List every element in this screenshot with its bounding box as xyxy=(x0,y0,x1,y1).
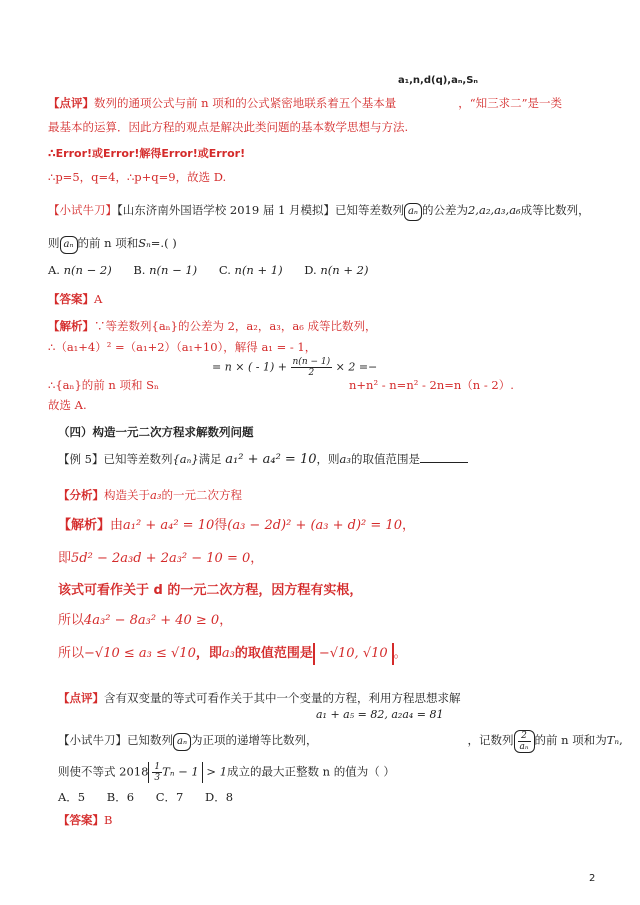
solution5-s5-d: a₃ xyxy=(221,646,235,661)
solution5-s4-b: 4a₃² − 8a₃² + 40 ≥ 0 xyxy=(84,613,220,628)
analysis1-line2: ∴（a₁+4）² =（a₁+2）（a₁+10），解得 a₁ = - 1， xyxy=(48,340,317,354)
answer2-value: B xyxy=(104,813,113,827)
p2-option-d: D．8 xyxy=(205,790,234,804)
practice1-q2-b: 的前 n 项和 xyxy=(77,236,139,250)
review2-line xyxy=(58,690,461,706)
sum-formula-fraction xyxy=(291,357,333,378)
analysis1-tag: 【解析】 xyxy=(48,319,94,333)
solution5-s1-e: ， xyxy=(401,518,415,533)
analysis1-text3a: ∴{aₙ}的前 n 项和 Sₙ xyxy=(48,378,160,392)
p2-option-c: C．7 xyxy=(155,790,184,804)
practice1-source: 【山东济南外国语学校 2019 届 1 月模拟】 xyxy=(117,203,335,217)
practice2-ineq-c: > 1 xyxy=(206,764,228,779)
solution5-line5 xyxy=(58,643,407,665)
solution5-s4-c: ， xyxy=(219,613,233,628)
five-quantities-math: a₁,n,d(q),aₙ,Sₙ xyxy=(398,75,478,86)
solution5-line3: 该式可看作关于 d 的一元二次方程，因方程有实根， xyxy=(58,583,363,598)
practice2-recip-den: aₙ xyxy=(519,742,529,752)
solution5-s2-b: 5d² − 2a₃d + 2a₃² − 10 = 0 xyxy=(71,551,251,566)
option-d-label: D. xyxy=(304,263,317,277)
solution5-s5-c: ，即 xyxy=(195,646,222,661)
example5-text-d: 的取值范围是 xyxy=(350,452,420,466)
answer-blank xyxy=(420,451,468,463)
solution5-s2-c: ， xyxy=(250,551,264,566)
option-b-label: B. xyxy=(133,263,146,277)
practice2-tn: Tₙ xyxy=(606,733,620,747)
practice1-line2 xyxy=(48,235,177,254)
p2-option-b: B．6 xyxy=(106,790,135,804)
example5-var: a₃ xyxy=(339,452,351,466)
practice1-sn: Sₙ xyxy=(138,236,151,250)
option-c-value: n(n + 1) xyxy=(234,263,283,277)
practice2-line2 xyxy=(58,762,395,783)
practice2-text-d: 的前 n 项和为 xyxy=(534,733,607,747)
practice1-text-a: 已知等差数列 xyxy=(334,203,404,217)
answer2-tag: 【答案】 xyxy=(58,813,104,827)
review1-line2: 最基本的运算．因此方程的观点是解决此类问题的基本数学思想与方法. xyxy=(48,120,409,134)
option-d-value: n(n + 2) xyxy=(320,263,369,277)
example5-text-a: 已知等差数列 xyxy=(103,452,173,466)
sum-formula-b: × 2 =− xyxy=(335,360,378,374)
practice2-seq: aₙ xyxy=(173,733,191,751)
answer1 xyxy=(48,291,102,307)
practice2-line2-b: 成立的最大正整数 n 的值为（ ） xyxy=(227,764,395,779)
analysis1-line1 xyxy=(48,318,377,334)
solution5-s1-d: (a₃ − 2d)² + (a₃ + d)² = 10 xyxy=(227,518,402,533)
practice2-line1 xyxy=(58,730,623,753)
practice2-text-c: ，记数列 xyxy=(467,733,514,747)
practice2-condition: a₁ + a₅ = 82, a₂a₄ = 81 xyxy=(316,708,444,721)
solution5-s1-b: a₁² + a₄² = 10 xyxy=(123,518,215,533)
practice2-tag: 【小试牛刀】 xyxy=(58,733,127,747)
option-b-value: n(n − 1) xyxy=(149,263,198,277)
practice2-recip-num: 2 xyxy=(518,731,531,742)
practice1-options xyxy=(48,262,368,278)
review1-text1: 数列的通项公式与前 n 项和的公式紧密地联系着五个基本量 xyxy=(94,96,397,110)
practice2-third-den: 3 xyxy=(154,773,161,783)
example5-condition: a₁² + a₄² = 10 xyxy=(225,452,317,467)
review1-line1 xyxy=(48,95,562,111)
practice2-line2-a: 则使不等式 2018 xyxy=(58,764,149,779)
example5-seq: {aₙ} xyxy=(172,452,199,466)
solution5-line1 xyxy=(58,516,415,536)
practice2-abs xyxy=(148,762,202,783)
example5-text-c: ，则 xyxy=(316,452,340,466)
practice2-recip-seq xyxy=(514,730,535,753)
example5-tag: 【例 5】 xyxy=(58,452,104,466)
example5-text-b: 满足 xyxy=(198,452,222,466)
sum-formula-num: n(n − 1) xyxy=(292,357,331,367)
practice2-text-a: 已知数列 xyxy=(127,733,173,747)
solution5-s5-g: 。 xyxy=(393,646,407,661)
solution5-s5-e: 的取值范围是 xyxy=(234,646,313,661)
analysis1-text3b: n+n² - n=n² - 2n=n（n - 2）. xyxy=(349,378,514,392)
option-a-value: n(n − 2) xyxy=(63,263,112,277)
practice2-abs-inner: Tₙ − 1 xyxy=(162,764,199,779)
analysis-tip-text: 构造关于 xyxy=(104,488,150,502)
review2-tag: 【点评】 xyxy=(58,691,104,705)
analysis1-line3 xyxy=(48,377,514,393)
solution5-line4 xyxy=(58,611,232,631)
practice1-terms: 2,a₂,a₃,a₆ xyxy=(467,203,521,217)
analysis-tip-var: a₃ xyxy=(150,488,162,502)
option-c-label: C. xyxy=(218,263,231,277)
practice2-options xyxy=(58,789,233,805)
practice1-text-b: 的公差为 xyxy=(421,203,468,217)
solution5-s4-a: 所以 xyxy=(58,613,85,628)
solution5-s2-a: 即 xyxy=(58,551,72,566)
review1-tag: 【点评】 xyxy=(48,96,94,110)
section4-title: （四）构造一元二次方程求解数列问题 xyxy=(58,425,254,439)
solution5-tag: 【解析】 xyxy=(58,518,111,533)
practice1-seq2: aₙ xyxy=(60,236,78,254)
analysis1-line4: 故选 A. xyxy=(48,398,87,412)
sum-formula-a: = n × ( - 1) + xyxy=(212,360,288,374)
practice1-q2-a: 则 xyxy=(48,236,60,250)
sum-formula-den: 2 xyxy=(308,368,315,378)
solution5-s5-a: 所以 xyxy=(58,646,85,661)
solution5-s1-a: 由 xyxy=(110,518,124,533)
practice2-recip-frac xyxy=(518,731,531,752)
sum-formula xyxy=(212,357,377,378)
practice2-third xyxy=(152,762,162,783)
page-number: 2 xyxy=(589,873,596,884)
error-line: ∴Error!或Error!解得Error!或Error! xyxy=(48,147,246,160)
review2-text: 含有双变量的等式可看作关于其中一个变量的方程，利用方程思想求解 xyxy=(104,691,461,705)
practice1-tag: 【小试牛刀】 xyxy=(48,203,117,217)
solution5-s5-b: −√10 ≤ a₃ ≤ √10 xyxy=(84,646,196,661)
practice2-third-num: 1 xyxy=(154,762,161,772)
practice1-line1 xyxy=(48,202,590,221)
practice1-q2-d: =.( ) xyxy=(150,236,177,250)
solution5-range: −√10, √10 xyxy=(313,643,394,665)
practice1-seq: aₙ xyxy=(404,203,422,221)
analysis-tip-text2: 的一元二次方程 xyxy=(161,488,242,502)
solution5-line2 xyxy=(58,549,263,569)
analysis-tip-tag: 【分析】 xyxy=(58,488,104,502)
example5-line xyxy=(58,451,468,468)
practice2-text-b: 为正项的递增等比数列， xyxy=(191,733,318,747)
result-line: ∴p=5，q=4，∴p+q=9，故选 D. xyxy=(48,170,227,184)
practice2-text-e: , xyxy=(619,733,623,747)
option-a-label: A. xyxy=(48,263,60,277)
analysis1-text1: ∵等差数列{aₙ}的公差为 2，a₂，a₃，a₆ 成等比数列， xyxy=(94,319,377,333)
solution5-s1-c: 得 xyxy=(214,518,228,533)
answer2 xyxy=(58,812,112,828)
analysis-tip xyxy=(58,487,242,503)
p2-option-a: A．5 xyxy=(58,790,86,804)
review1-text1-tail: ，“知三求二”是一类 xyxy=(458,96,562,110)
answer1-value: A xyxy=(94,292,103,306)
answer1-tag: 【答案】 xyxy=(48,292,94,306)
practice1-text-d: 成等比数列， xyxy=(520,203,590,217)
